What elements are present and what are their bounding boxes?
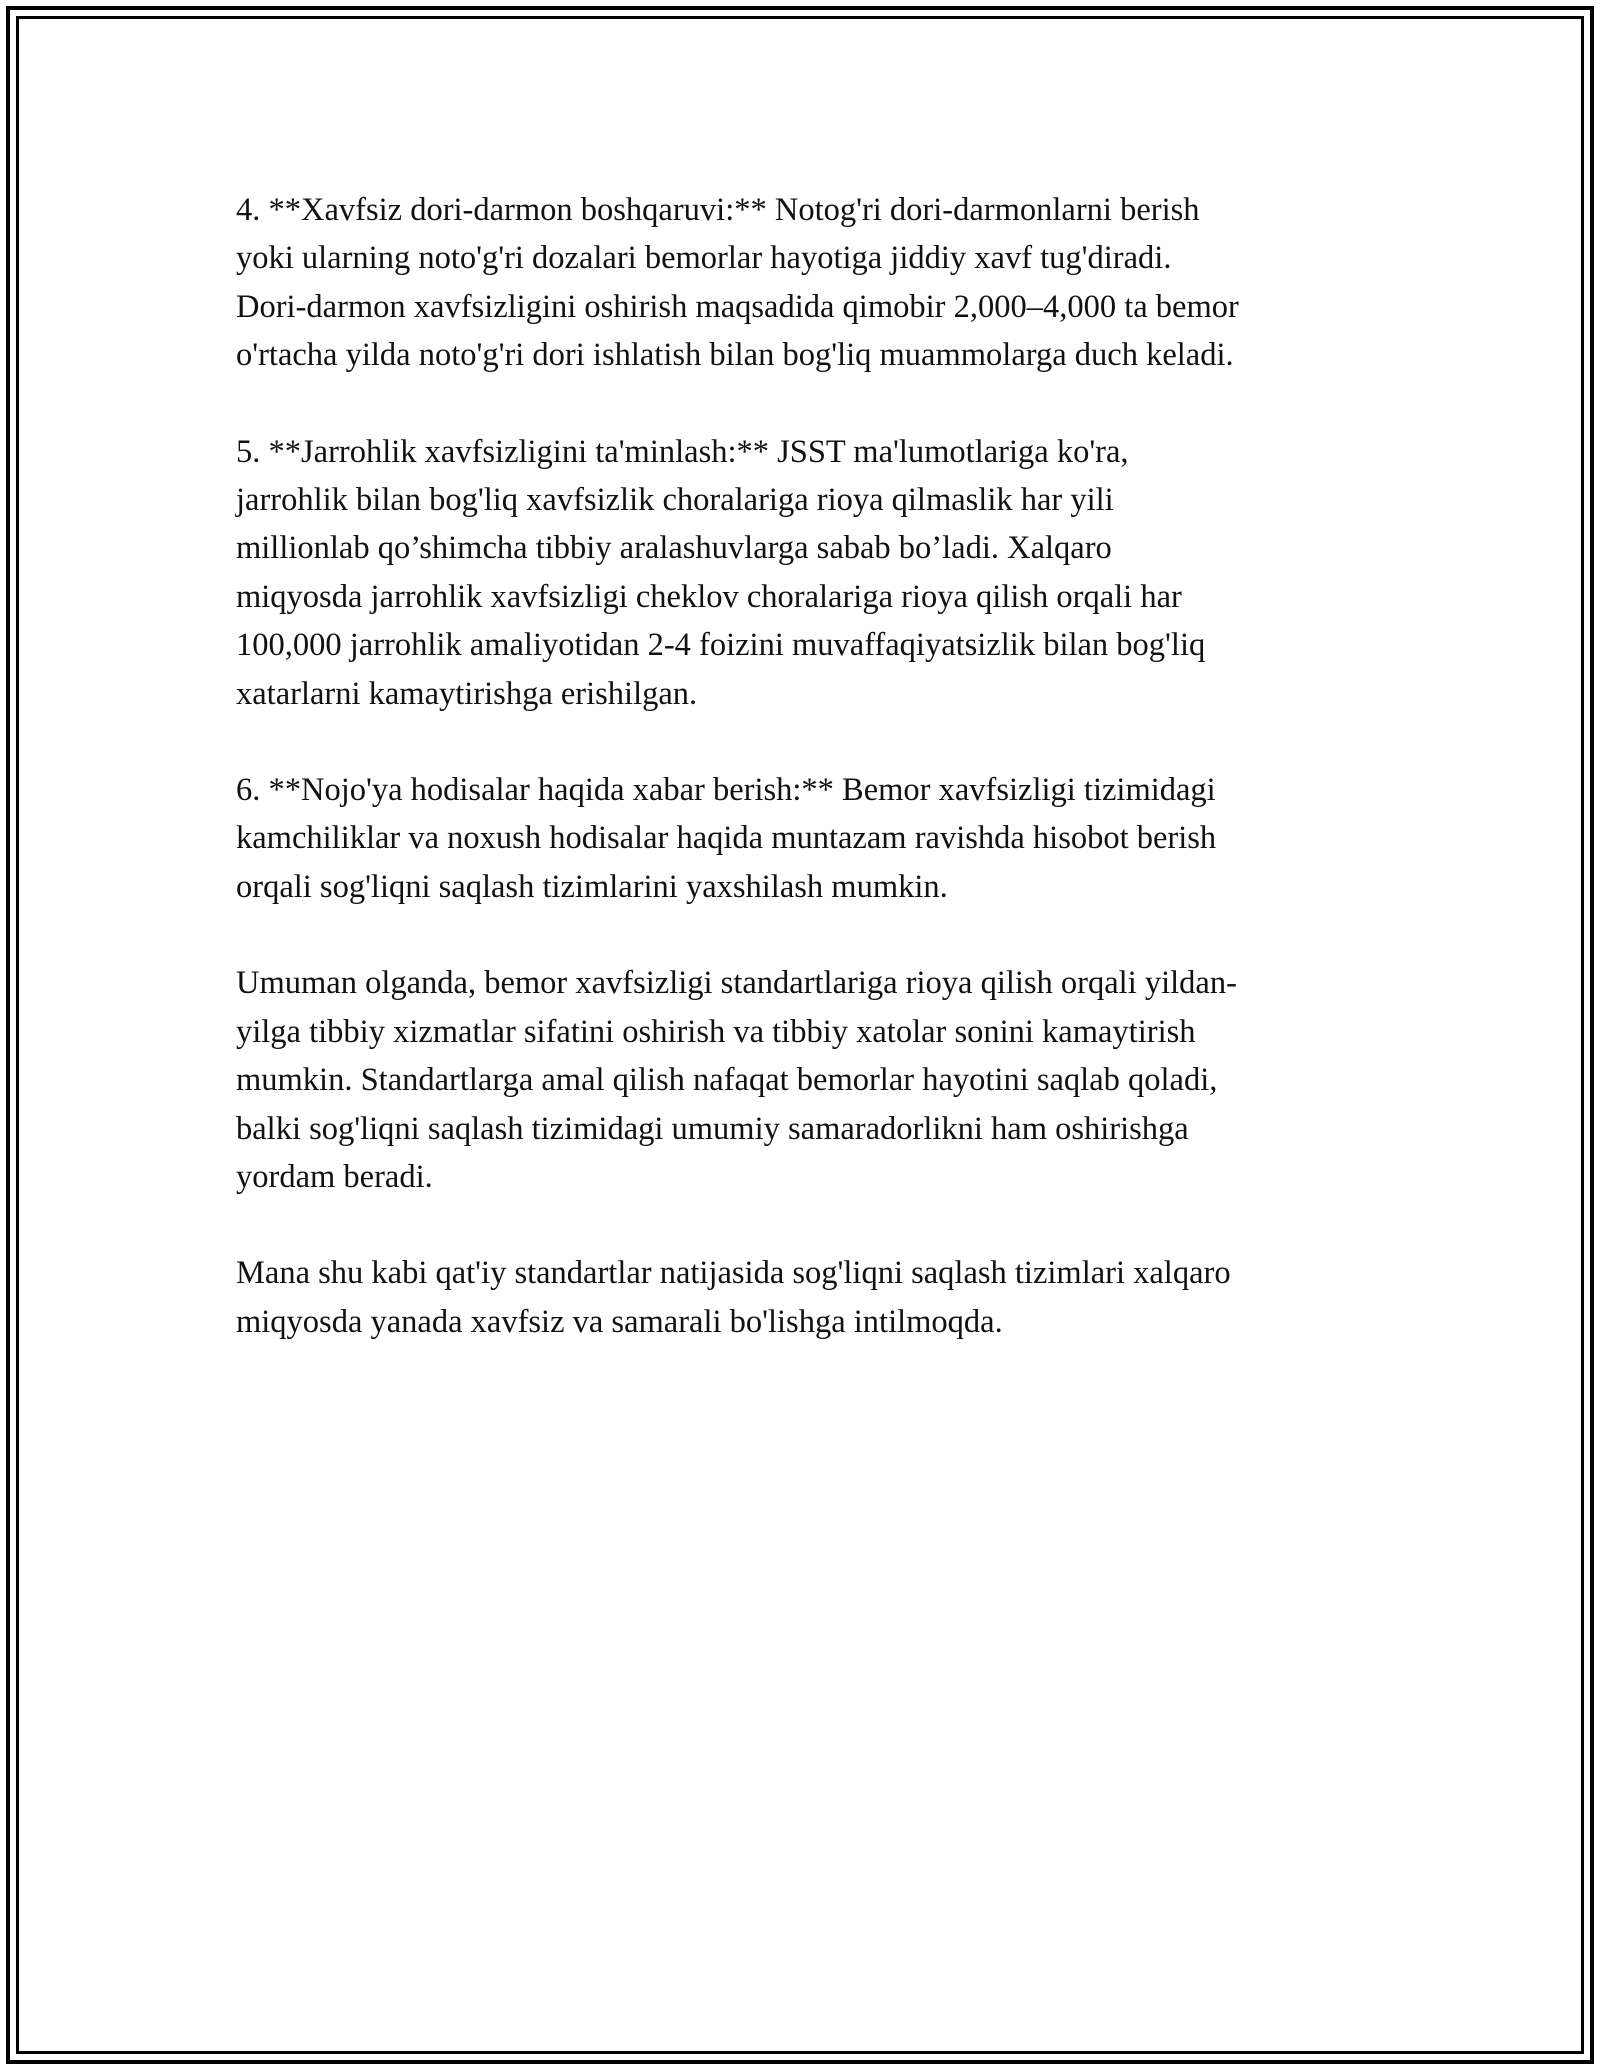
paragraph-incident-reporting: 6. **Nojo'ya hodisalar haqida xabar berish:** Bemor xavfsizligi tizimidagi kamchiliklar va noxush hodisalar haqida muntazam ravishda hisobot berish orqali sog'liqni saqlash tizimlarini yaxshilash mumkin. (236, 772, 1217, 905)
paragraph-surgical-safety: 5. **Jarrohlik xavfsizligini ta'minlash:** JSST ma'lumotlariga ko'ra, jarrohlik bilan bog'liq xavfsizlik choralariga rioya qilmaslik har yili millionlab qo’shimcha tibbiy aralashuvlarga sabab bo’ladi. Xalqaro miqyosda jarrohlik xavfsizligi cheklov choralariga rioya qilish orqali har 100,000 jarrohlik amaliyotidan 2-4 foizini muvaffaqiyatsizlik bilan bog'liq xatarlarni kamaytirishga erishilgan. (236, 433, 1206, 712)
document-body (236, 186, 1376, 1394)
paragraph-summary: Umuman olganda, bemor xavfsizligi standartlariga rioya qilish orqali yildan- yilga tibbiy xizmatlar sifatini oshirish va tibbiy xatolar sonini kamaytirish mumkin. Standartlarga amal qilish nafaqat bemorlar hayotini saqlab qoladi, balki sog'liqni saqlash tizimidagi umumiy samaradorlikni ham oshirishga yordam beradi. (236, 965, 1237, 1195)
paragraph-conclusion: Mana shu kabi qat'iy standartlar natijasida sog'liqni saqlash tizimlari xalqaro miqyosda yanada xavfsiz va samarali bo'lishga intilmoqda. (236, 1255, 1231, 1340)
paragraph-medication-safety: 4. **Xavfsiz dori-darmon boshqaruvi:** Notog'ri dori-darmonlarni berish yoki ularning noto'g'ri dozalari bemorlar hayotiga jiddiy xavf tug'diradi. Dori-darmon xavfsizligini oshirish maqsadida qimobir 2,000–4,000 ta bemor o'rtacha yilda noto'g'ri dori ishlatish bilan bog'liq muammolarga duch keladi. (236, 192, 1239, 374)
